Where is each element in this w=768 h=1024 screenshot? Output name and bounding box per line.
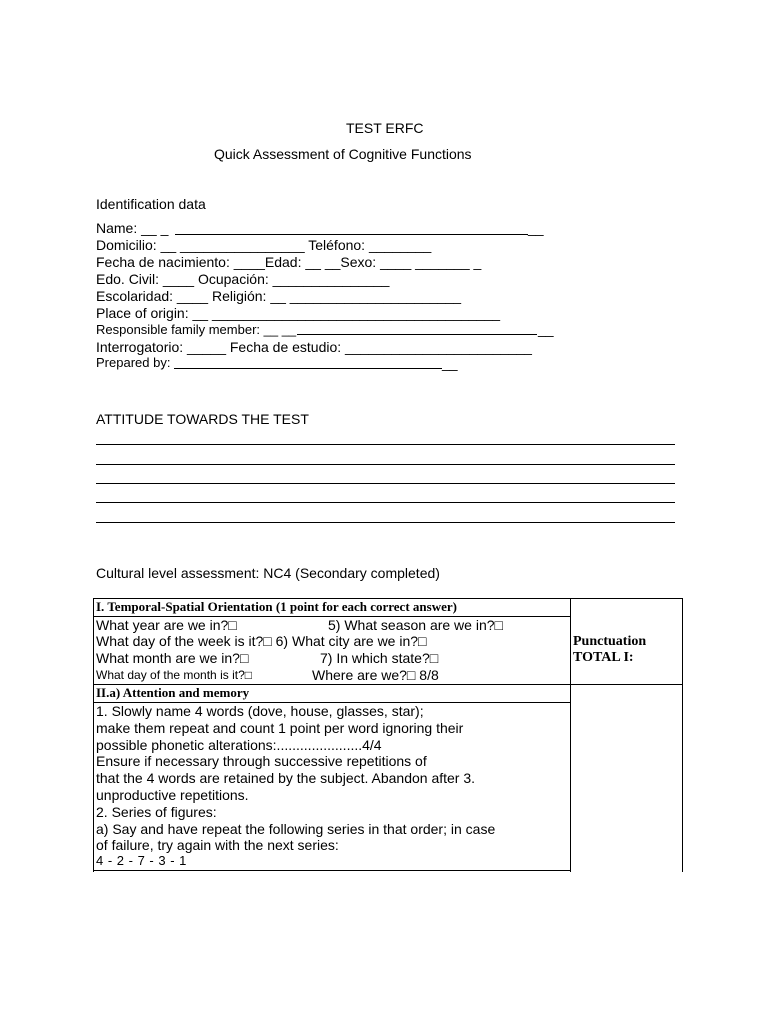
instruction-line: make them repeat and count 1 point per word ignoring their <box>96 720 464 736</box>
page-subtitle: Quick Assessment of Cognitive Functions <box>214 146 472 162</box>
escolaridad-field[interactable]: Escolaridad: ____ Religión: __ ______________________ <box>96 288 462 304</box>
instruction-line: that the 4 words are retained by the subject. Abandon after 3. <box>96 770 476 786</box>
civil-field[interactable]: Edo. Civil: ____ Ocupación: _______________ <box>96 271 390 287</box>
page-title: TEST ERFC <box>346 120 424 136</box>
responsible-underline <box>297 334 537 335</box>
attitude-line[interactable] <box>96 522 675 523</box>
question: What month are we in?□ <box>96 650 249 666</box>
instruction-line: 1. Slowly name 4 words (dove, house, glasses, star); <box>96 703 424 719</box>
instruction-line: of failure, try again with the next series: <box>96 837 339 853</box>
question: What day of the month is it?□ <box>96 668 252 682</box>
attitude-heading: ATTITUDE TOWARDS THE TEST <box>96 411 309 427</box>
prepared-field[interactable]: Prepared by: <box>96 355 171 370</box>
total-label: TOTAL I: <box>573 650 634 665</box>
section-1-header: I. Temporal-Spatial Orientation (1 point for each correct answer) <box>96 599 457 614</box>
domicilio-field[interactable]: Domicilio: __ ________________ Teléfono: ________ <box>96 237 432 253</box>
question: What year are we in?□ <box>96 617 237 633</box>
assessment-table <box>93 598 683 872</box>
name-field[interactable]: Name: __ _ <box>96 220 169 236</box>
question: Where are we?□ 8/8 <box>312 667 439 683</box>
question: What day of the week is it?□ 6) What city are we in?□ <box>96 633 427 649</box>
prepared-underline <box>174 368 442 369</box>
instruction-line: unproductive repetitions. <box>96 787 249 803</box>
fecha-field[interactable]: Fecha de nacimiento: ____Edad: __ __Sexo: ____ _______ _ <box>96 254 482 270</box>
attitude-line[interactable] <box>96 502 675 503</box>
question: 7) In which state?□ <box>320 650 439 666</box>
identification-heading: Identification data <box>96 196 206 212</box>
instruction-line: a) Say and have repeat the following series in that order; in case <box>96 821 496 837</box>
attitude-line[interactable] <box>96 483 675 484</box>
instruction-line: possible phonetic alterations:......................4/4 <box>96 737 382 753</box>
origin-field[interactable]: Place of origin: __ _____________________________________ <box>96 305 501 321</box>
name-underline <box>175 234 528 235</box>
cultural-level: Cultural level assessment: NC4 (Secondary completed) <box>96 565 440 581</box>
attitude-line[interactable] <box>96 444 675 445</box>
interrogatorio-field[interactable]: Interrogatorio: _____ Fecha de estudio: ________________________ <box>96 339 532 355</box>
question: 5) What season are we in?□ <box>328 617 503 633</box>
number-series: 4 - 2 - 7 - 3 - 1 <box>96 853 187 868</box>
instruction-line: 2. Series of figures: <box>96 804 217 820</box>
instruction-line: Ensure if necessary through successive repetitions of <box>96 753 427 769</box>
responsible-field[interactable]: Responsible family member: __ __ <box>96 322 297 337</box>
punctuation-label: Punctuation <box>573 634 647 649</box>
attitude-line[interactable] <box>96 464 675 465</box>
section-2-header: II.a) Attention and memory <box>96 685 250 700</box>
